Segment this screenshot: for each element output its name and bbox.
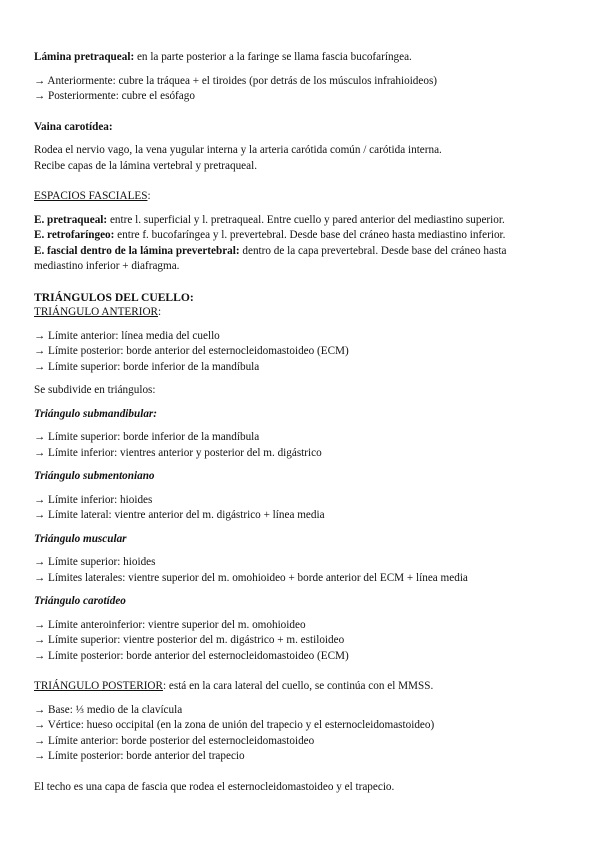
list-item: → Anteriormente: cubre la tráquea + el tiroides (por detrás de los músculos infrahioideos) [34,74,438,87]
espacio-retrofaringeo [34,228,574,244]
list-item: → Límite inferior: vientres anterior y posterior del m. digástrico [34,446,322,459]
list-item: → Límites laterales: vientre superior del m. omohioideo + borde anterior del ECM + línea media [34,571,468,584]
espacio-prevertebral [34,244,574,260]
techo-text: El techo es una capa de fascia que rodea el esternocleidomastoideo y el trapecio. [34,780,395,793]
list-item: → Límite superior: hioides [34,556,156,568]
triangulo-anterior-heading-line [34,305,574,321]
espacio-retrofaringeo-text: entre f. bucofaríngea y l. prevertebral. Desde base del cráneo hasta mediastino inferior. [114,229,506,241]
list-item: → Base: ⅓ medio de la clavícula [34,703,183,716]
heading-colon: : [147,190,151,202]
lamina-pretraqueal-paragraph [34,50,574,66]
list-item: → Límite anterior: línea media del cuello [34,329,220,342]
list-item: → Límite superior: borde inferior de la mandíbula [34,431,260,443]
lamina-pretraqueal-heading: Lámina pretraqueal: [34,51,135,63]
subdivide-text: Se subdivide en triángulos: [34,384,156,396]
submandibular-heading: Triángulo submandibular: [34,407,157,420]
triangulo-anterior-heading: TRIÁNGULO ANTERIOR [34,306,158,318]
list-item: → Límite superior: borde inferior de la mandíbula [34,360,260,373]
document-page [34,50,574,795]
vaina-carotidea-heading: Vaina carotídea: [34,120,113,133]
muscular-heading: Triángulo muscular [34,532,127,545]
list-item: → Límite posterior: borde anterior del trapecio [34,750,245,762]
espacio-retrofaringeo-heading: E. retrofaríngeo: [34,229,115,241]
submentoniano-heading: Triángulo submentoniano [34,470,155,482]
list-item: → Límite posterior: borde anterior del esternocleidomastoideo (ECM) [34,345,349,357]
espacio-prevertebral-cont: mediastino inferior + diafragma. [34,260,180,272]
vaina-line: Rodea el nervio vago, la vena yugular interna y la arteria carótida común / carótida interna. [34,144,442,156]
carotideo-heading: Triángulo carotídeo [34,595,126,607]
triangulo-posterior-text: : está en la cara lateral del cuello, se continúa con el MMSS. [162,680,434,692]
espacio-pretraqueal [34,213,574,229]
triangulo-posterior-heading: TRIÁNGULO POSTERIOR [34,680,163,692]
list-item: → Límite lateral: vientre anterior del m. digástrico + línea media [34,509,325,521]
list-item: → Límite posterior: borde anterior del esternocleidomastoideo (ECM) [34,649,349,662]
list-item: → Posteriormente: cubre el esófago [34,90,195,102]
espacios-fasciales-heading: ESPACIOS FASCIALES [34,190,148,202]
list-item: → Vértice: hueso occipital (en la zona de unión del trapecio y el esternocleidomastoideo) [34,719,435,731]
espacio-prevertebral-text: dentro de la capa prevertebral. Desde base del cráneo hasta [239,244,507,257]
espacio-pretraqueal-heading: E. pretraqueal: [34,213,108,226]
espacio-prevertebral-heading: E. fascial dentro de la lámina prevertebral: [34,244,240,257]
triangulo-posterior-line [34,679,574,695]
list-item: → Límite anterior: borde posterior del esternocleidomastoideo [34,734,315,747]
list-item: → Límite anteroinferior: vientre superior del m. omohioideo [34,618,306,631]
list-item: → Límite superior: vientre posterior del m. digástrico + m. estiloideo [34,634,345,646]
heading-colon: : [158,306,162,318]
lamina-pretraqueal-text: en la parte posterior a la faringe se llama fascia bucofaríngea. [134,51,412,63]
espacios-heading-line [34,189,574,205]
list-item: → Límite inferior: hioides [34,493,153,506]
espacio-pretraqueal-text: entre l. superficial y l. pretraqueal. Entre cuello y pared anterior del mediastino superior. [107,213,505,226]
triangulos-title: TRIÁNGULOS DEL CUELLO: [34,290,194,304]
vaina-line: Recibe capas de la lámina vertebral y pretraqueal. [34,159,258,172]
